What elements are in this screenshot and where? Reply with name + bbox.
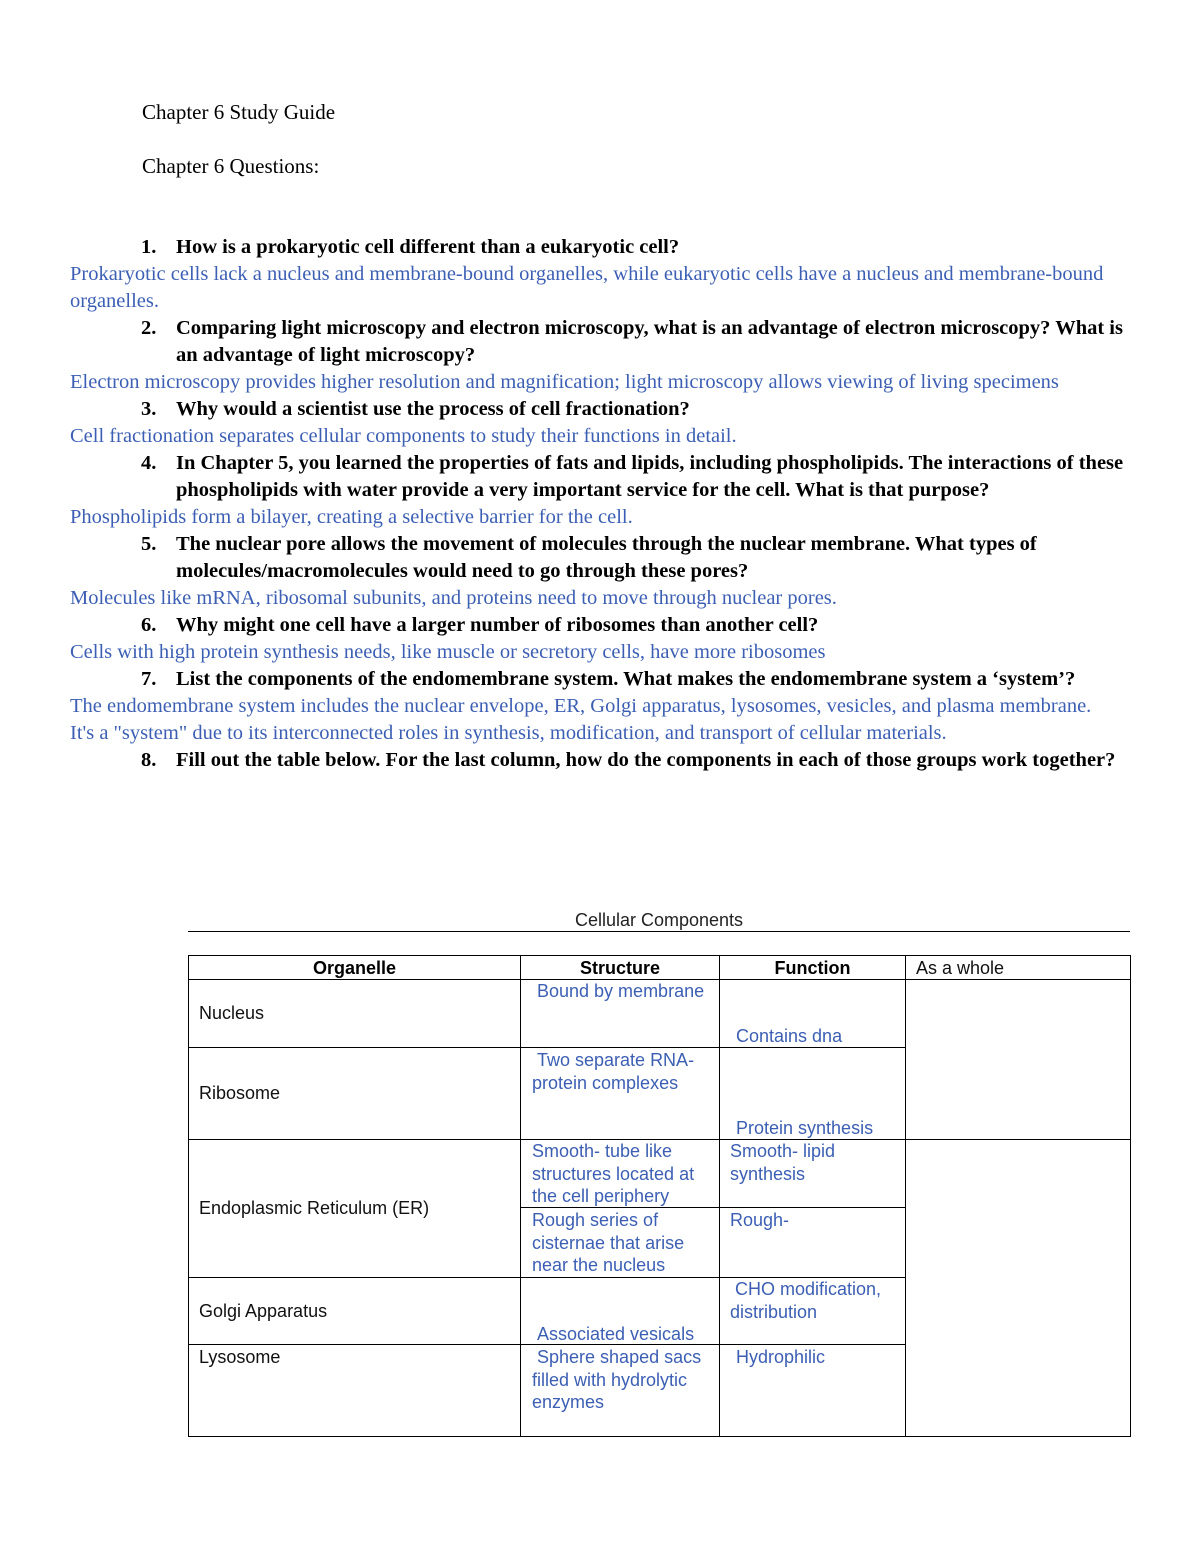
question-text: How is a prokaryotic cell different than a eukaryotic cell? [176,236,680,258]
page-title: Chapter 6 Study Guide [142,100,336,124]
nucleus-structure[interactable]: Bound by membrane [537,981,705,1001]
answer-4[interactable]: Phospholipids form a bilayer, creating a selective barrier for the cell. [70,506,633,528]
header-as-a-whole: As a whole [916,958,1005,978]
header-organelle: Organelle [312,958,397,978]
question-8: 8. Fill out the table below. For the last column, how do the components in each of those groups work together? [141,749,1116,771]
organelle-golgi: Golgi Apparatus [199,1301,328,1321]
er-rough-structure[interactable]: Rough series of cisternae that arise near the nucleus [532,1210,685,1275]
table-border-left [188,955,189,1437]
er-rough-function[interactable]: Rough- [730,1210,790,1230]
table-border-top [188,955,1130,956]
question-text: Fill out the table below. For the last column, how do the components in each of those groups work together? [176,749,1116,771]
section-subtitle: Chapter 6 Questions: [142,154,320,178]
answer-5[interactable]: Molecules like mRNA, ribosomal subunits, and proteins need to move through nuclear pores. [70,587,837,609]
answer-6[interactable]: Cells with high protein synthesis needs, like muscle or secretory cells, have more ribosomes [70,641,826,663]
answer-7[interactable]: The endomembrane system includes the nuclear envelope, ER, Golgi apparatus, lysosomes, vesicles, and plasma membrane. It's a "system" due to its interconnected roles in synthesis, modification, and transport of cellular materials. [70,695,1092,744]
question-2: 2. Comparing light microscopy and electron microscopy, what is an advantage of electron microscopy? What is an advantage of light microscopy? [141,317,1123,366]
question-4: 4. In Chapter 5, you learned the properties of fats and lipids, including phospholipids. The interactions of these phospholipids with water provide a very important service for the cell. What is that purpose? [141,452,1124,501]
table-caption: Cellular Components [574,910,744,930]
question-text: List the components of the endomembrane system. What makes the endomembrane system a ‘system’? [176,668,1076,690]
nucleus-function[interactable]: Contains dna [736,1026,843,1046]
ribosome-structure[interactable]: Two separate RNA-protein complexes [532,1050,695,1093]
lysosome-function[interactable]: Hydrophilic [736,1347,826,1367]
question-5: 5. The nuclear pore allows the movement of molecules through the nuclear membrane. What types of molecules/macromolecules would need to go through these pores? [141,533,1037,582]
organelle-lysosome: Lysosome [199,1347,281,1367]
question-text: In Chapter 5, you learned the properties of fats and lipids, including phospholipids. The interactions of these phospholipids with water provide a very important service for the cell. What is that purpose? [176,452,1124,501]
question-text: Why would a scientist use the process of cell fractionation? [176,398,690,420]
answer-3[interactable]: Cell fractionation separates cellular components to study their functions in detail. [70,425,737,447]
golgi-structure[interactable]: Associated vesicals [537,1324,695,1344]
question-7: 7. List the components of the endomembrane system. What makes the endomembrane system a ‘system’? [141,668,1076,690]
header-function: Function [774,958,851,978]
er-smooth-function[interactable]: Smooth- lipid synthesis [730,1141,836,1184]
question-text: The nuclear pore allows the movement of molecules through the nuclear membrane. What types of molecules/macromolecules would need to go through these pores? [176,533,1037,582]
question-1: 1. How is a prokaryotic cell different than a eukaryotic cell? [141,236,680,258]
table-border-right [1130,955,1131,1437]
column-divider [520,955,521,1437]
question-3: 3. Why would a scientist use the process of cell fractionation? [141,398,690,420]
question-6: 6. Why might one cell have a larger number of ribosomes than another cell? [141,614,819,636]
answer-2[interactable]: Electron microscopy provides higher resolution and magnification; light microscopy allows viewing of living specimens [70,371,1059,393]
column-divider [905,955,906,1437]
column-divider [719,955,720,1437]
er-smooth-structure[interactable]: Smooth- tube like structures located at the cell periphery [532,1141,695,1206]
table-border-bottom [188,1436,1130,1437]
header-structure: Structure [579,958,660,978]
answer-1[interactable]: Prokaryotic cells lack a nucleus and membrane-bound organelles, while eukaryotic cells have a nucleus and membrane-bound organelles. [70,263,1104,312]
golgi-function[interactable]: CHO modification, distribution [730,1279,882,1322]
lysosome-structure[interactable]: Sphere shaped sacs filled with hydrolytic enzymes [532,1347,702,1412]
organelle-er: Endoplasmic Reticulum (ER) [199,1198,430,1218]
organelle-nucleus: Nucleus [199,1003,265,1023]
question-text: Comparing light microscopy and electron microscopy, what is an advantage of electron microscopy? What is an advantage of light microscopy? [176,317,1123,366]
organelle-ribosome: Ribosome [199,1083,281,1103]
question-text: Why might one cell have a larger number of ribosomes than another cell? [176,614,819,636]
ribosome-function[interactable]: Protein synthesis [736,1118,874,1138]
